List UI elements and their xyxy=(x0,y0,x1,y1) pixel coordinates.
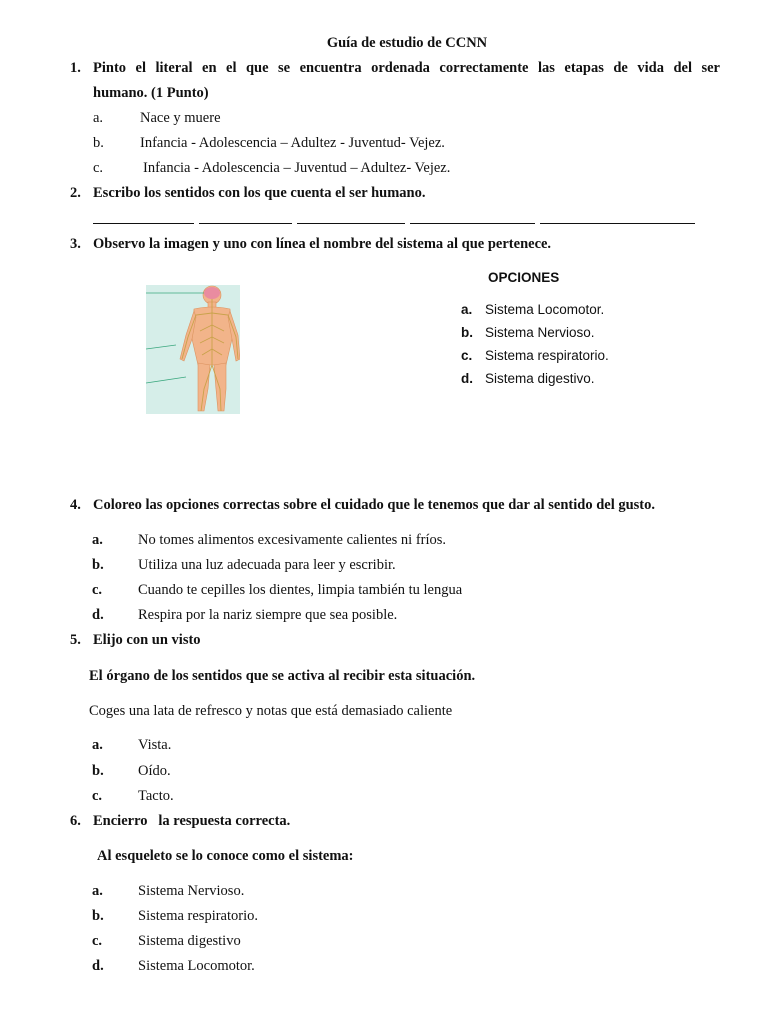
q6-subheading: Al esqueleto se lo conoce como el sistema: xyxy=(97,848,354,864)
nervous-system-image xyxy=(146,285,240,414)
q3-text: Observo la imagen y uno con línea el nombre del sistema al que pertenece. xyxy=(93,236,552,252)
q3-option-b-letter: b. xyxy=(461,325,473,340)
q6-option-a-letter: a. xyxy=(92,883,103,899)
document-title: Guía de estudio de CCNN xyxy=(326,35,488,51)
q2-number: 2. xyxy=(70,185,81,201)
q1-option-c: Infancia - Adolescencia – Juventud – Adultez- Vejez. xyxy=(143,160,451,176)
q6-option-d-letter: d. xyxy=(92,958,104,974)
q3-option-a: Sistema Locomotor. xyxy=(485,302,605,317)
q1-option-b-letter: b. xyxy=(93,135,104,151)
q3-number: 3. xyxy=(70,236,81,252)
q4-option-c-letter: c. xyxy=(92,582,103,598)
q6-number: 6. xyxy=(70,813,81,829)
q5-option-a-letter: a. xyxy=(92,737,103,753)
q6-option-b-letter: b. xyxy=(92,908,104,924)
q6-option-a: Sistema Nervioso. xyxy=(138,883,245,899)
q4-option-a: No tomes alimentos excesivamente calientes ni fríos. xyxy=(138,532,447,548)
q1-text-line1: Pinto el literal en el que se encuentra ordenada correctamente las etapas de vida del ser xyxy=(93,60,720,76)
q5-situation: Coges una lata de refresco y notas que está demasiado caliente xyxy=(89,703,453,719)
q3-option-b: Sistema Nervioso. xyxy=(485,325,595,340)
answer-blank-1[interactable] xyxy=(93,223,194,224)
q1-option-b: Infancia - Adolescencia – Adultez - Juventud- Vejez. xyxy=(140,135,445,151)
q5-number: 5. xyxy=(70,632,81,648)
q6-option-c-letter: c. xyxy=(92,933,103,949)
q3-option-a-letter: a. xyxy=(461,302,473,317)
q5-option-c: Tacto. xyxy=(138,788,174,804)
q1-option-a-letter: a. xyxy=(93,110,104,126)
q5-text: Elijo con un visto xyxy=(93,632,201,648)
q3-option-c: Sistema respiratorio. xyxy=(485,348,609,363)
q6-option-b: Sistema respiratorio. xyxy=(138,908,259,924)
answer-blank-4[interactable] xyxy=(410,223,535,224)
q6-option-c: Sistema digestivo xyxy=(138,933,241,949)
q1-number: 1. xyxy=(70,60,81,76)
q4-option-a-letter: a. xyxy=(92,532,103,548)
q5-option-b: Oído. xyxy=(138,763,171,779)
q4-option-d: Respira por la nariz siempre que sea posible. xyxy=(138,607,398,623)
q4-option-c: Cuando te cepilles los dientes, limpia también tu lengua xyxy=(138,582,463,598)
q4-option-d-letter: d. xyxy=(92,607,104,623)
q3-option-d-letter: d. xyxy=(461,371,473,386)
q4-option-b-letter: b. xyxy=(92,557,104,573)
answer-blank-2[interactable] xyxy=(199,223,292,224)
q1-option-a: Nace y muere xyxy=(140,110,221,126)
answer-blanks[interactable] xyxy=(93,212,700,229)
q3-option-d: Sistema digestivo. xyxy=(485,371,595,386)
q5-option-b-letter: b. xyxy=(92,763,104,779)
q5-subheading: El órgano de los sentidos que se activa al recibir esta situación. xyxy=(89,668,476,684)
q5-option-a: Vista. xyxy=(138,737,172,753)
answer-blank-3[interactable] xyxy=(297,223,405,224)
q6-option-d: Sistema Locomotor. xyxy=(138,958,255,974)
q1-text-line2: humano. (1 Punto) xyxy=(93,85,209,101)
q1-option-c-letter: c. xyxy=(93,160,104,176)
q6-text: Encierro la respuesta correcta. xyxy=(93,813,291,829)
q4-text: Coloreo las opciones correctas sobre el cuidado que le tenemos que dar al sentido del gusto. xyxy=(93,497,656,513)
q3-option-c-letter: c. xyxy=(461,348,473,363)
q4-number: 4. xyxy=(70,497,81,513)
q4-option-b: Utiliza una luz adecuada para leer y escribir. xyxy=(138,557,396,573)
answer-blank-5[interactable] xyxy=(540,223,695,224)
options-heading: OPCIONES xyxy=(488,270,560,285)
q2-text: Escribo los sentidos con los que cuenta el ser humano. xyxy=(93,185,426,201)
q5-option-c-letter: c. xyxy=(92,788,103,804)
